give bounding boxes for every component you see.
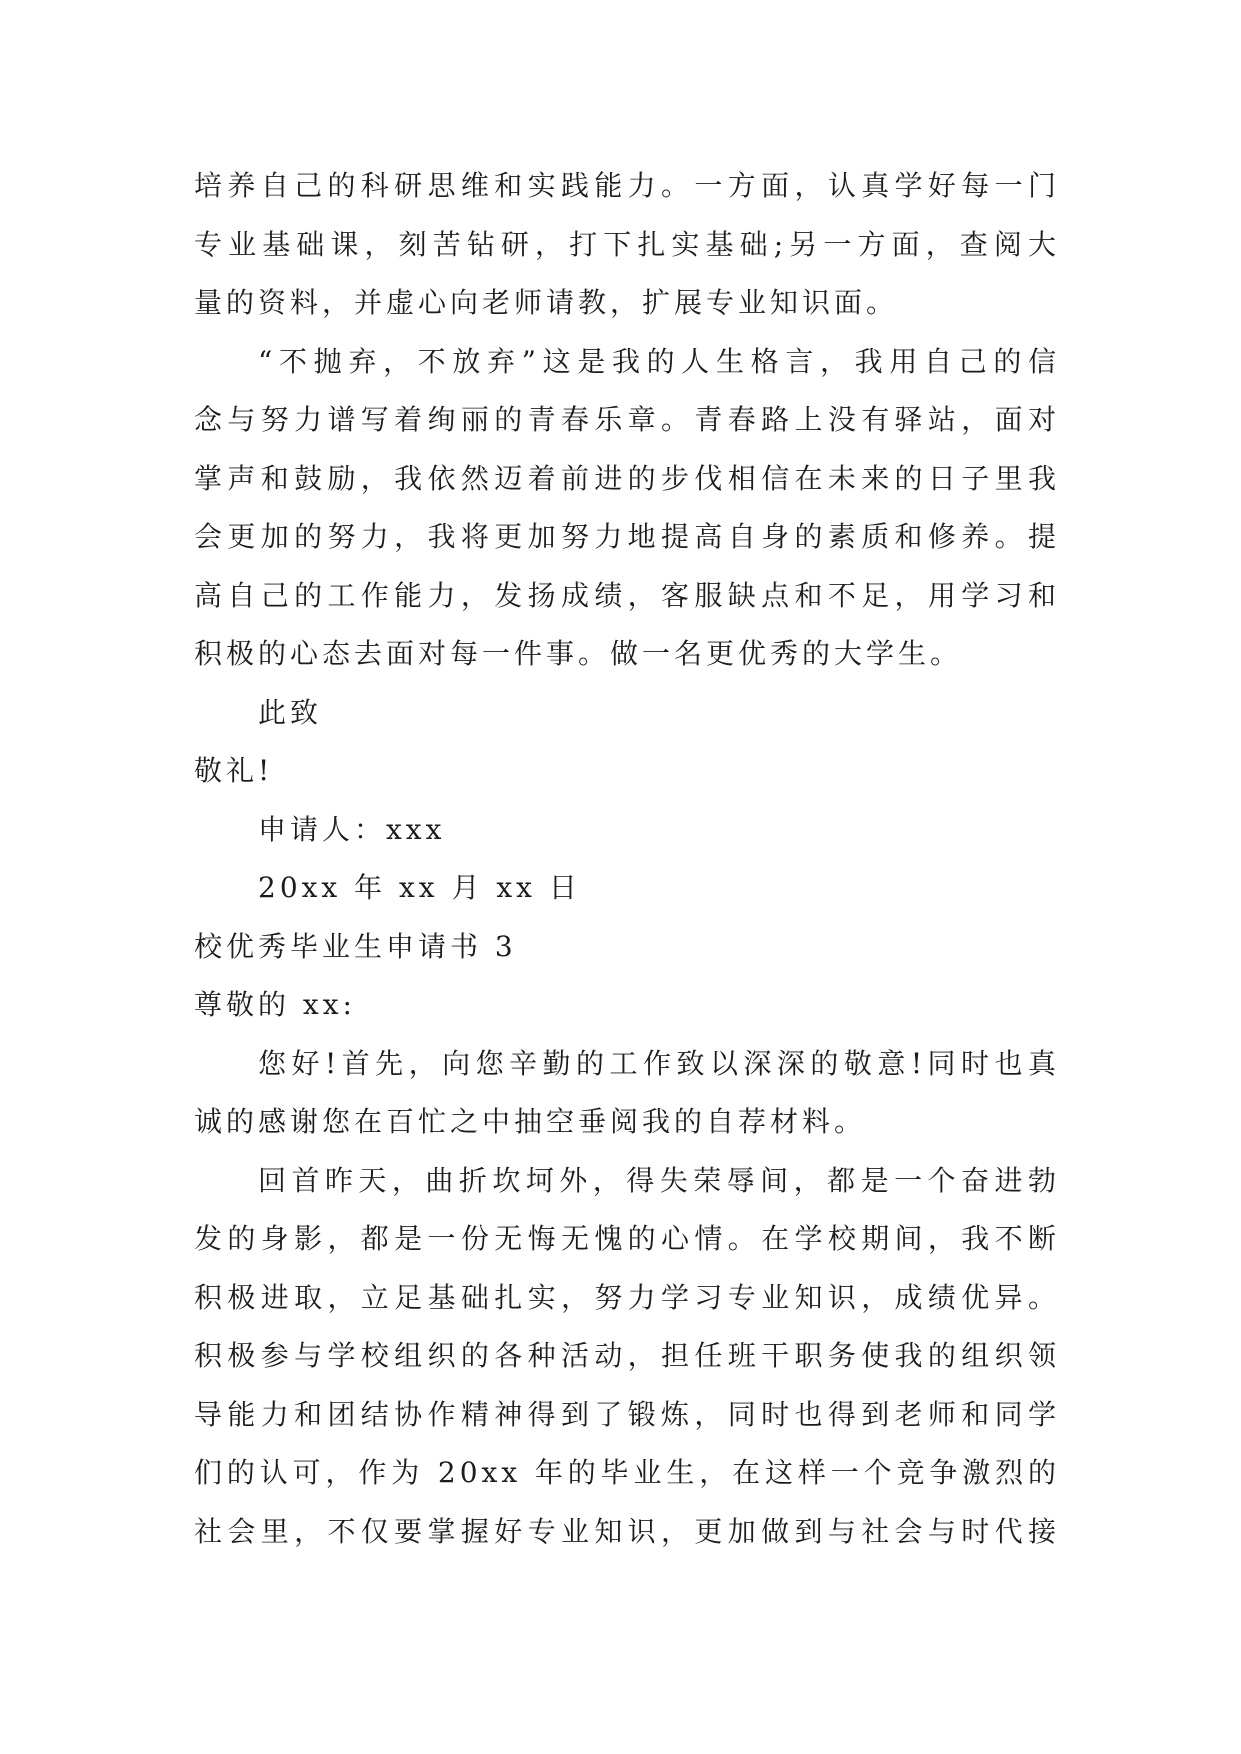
paragraph-4 <box>194 1152 1060 1562</box>
text-line: “不抛弃，不放弃”这是我的人生格言，我用自己的信 <box>258 344 1060 378</box>
text-line: 回首昨天，曲折坎坷外，得失荣辱间，都是一个奋进勃 <box>258 1163 1060 1197</box>
closing-salutation: 此致 <box>258 695 323 729</box>
text-line: 量的资料，并虚心向老师请教，扩展专业知识面。 <box>194 286 899 319</box>
text-line: 积极参与学校组织的各种活动，担任班干职务使我的组织领 <box>194 1339 1060 1372</box>
paragraph-2 <box>194 333 1060 684</box>
greeting: 尊敬的 xx: <box>194 988 356 1021</box>
paragraph-1 <box>194 157 1060 333</box>
text-line: 社会里，不仅要掌握好专业知识，更加做到与社会与时代接 <box>194 1514 1060 1548</box>
paragraph-3 <box>194 1035 1060 1152</box>
text-line: 高自己的工作能力，发扬成绩，客服缺点和不足，用学习和 <box>194 578 1060 612</box>
text-line: 您好!首先，向您辛勤的工作致以深深的敬意!同时也真 <box>258 1046 1060 1080</box>
closing <box>194 684 1060 918</box>
text-line: 会更加的努力，我将更加努力地提高自身的素质和修养。提 <box>194 520 1060 553</box>
closing-respect: 敬礼! <box>194 754 274 787</box>
text-line: 积极的心态去面对每一件事。做一名更优秀的大学生。 <box>194 637 963 670</box>
text-line: 发的身影，都是一份无悔无愧的心情。在学校期间，我不断 <box>194 1222 1060 1255</box>
application-date: 20xx 年 xx 月 xx 日 <box>258 871 581 904</box>
section-title: 校优秀毕业生申请书 3 <box>194 929 517 963</box>
text-line: 培养自己的科研思维和实践能力。一方面，认真学好每一门 <box>194 169 1060 202</box>
text-line: 们的认可，作为 20xx 年的毕业生，在这样一个竞争激烈的 <box>194 1456 1060 1489</box>
text-line: 导能力和团结协作精神得到了锻炼，同时也得到老师和同学 <box>194 1397 1060 1431</box>
text-line: 诚的感谢您在百忙之中抽空垂阅我的自荐材料。 <box>194 1105 867 1138</box>
document-body <box>194 157 1060 1561</box>
applicant-signature: 申请人：xxx <box>258 812 446 846</box>
text-line: 掌声和鼓励，我依然迈着前进的步伐相信在未来的日子里我 <box>194 461 1060 495</box>
text-line: 念与努力谱写着绚丽的青春乐章。青春路上没有驿站，面对 <box>194 403 1060 436</box>
text-line: 专业基础课，刻苦钻研，打下扎实基础;另一方面，查阅大 <box>194 227 1060 261</box>
text-line: 积极进取，立足基础扎实，努力学习专业知识，成绩优异。 <box>194 1280 1060 1314</box>
